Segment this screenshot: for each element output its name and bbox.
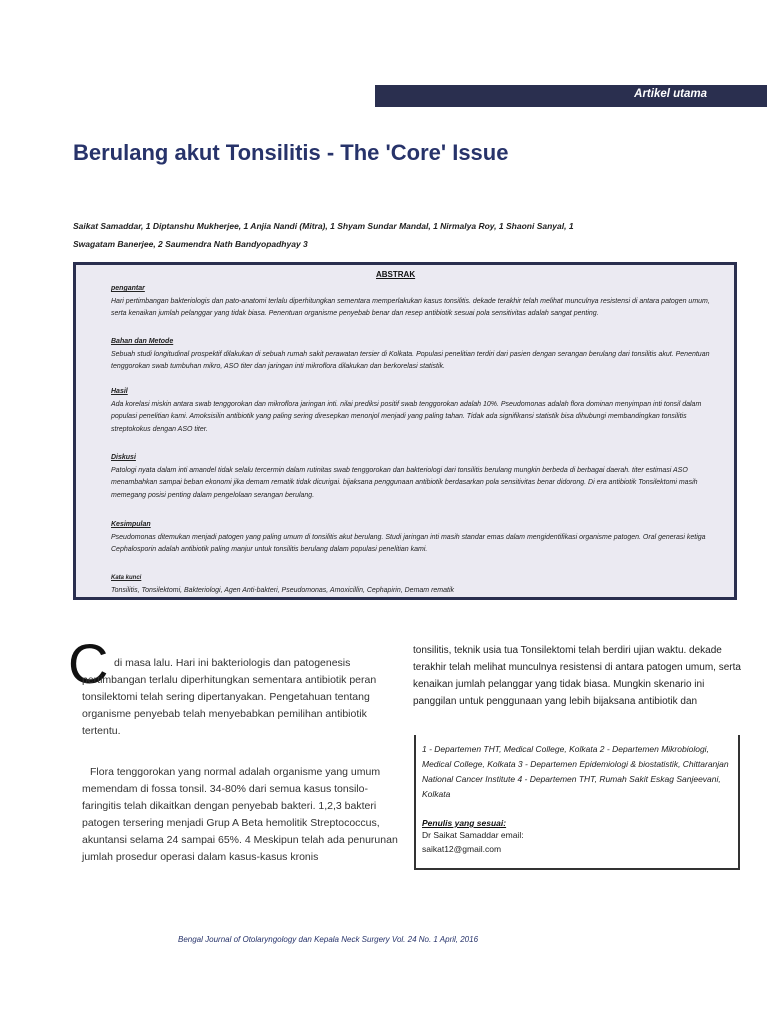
abstract-section-results	[111, 386, 711, 436]
journal-footer: Bengal Journal of Otolaryngology dan Kepala Neck Surgery Vol. 24 No. 1 April, 2016	[178, 935, 479, 944]
authors-line-1: Saikat Samaddar, 1 Diptanshu Mukherjee, 1 Anjia Nandi (Mitra), 1 Shyam Sundar Mandal, 1 Nirmalya Roy, 1 Shaoni Sanyal, 1	[73, 221, 574, 231]
abstract-section-methods	[111, 336, 711, 374]
corresponding-author-name: Dr Saikat Samaddar email:	[422, 830, 524, 840]
abstract-text: Tonsilitis, Tonsilektomi, Bakteriologi, Agen Anti-bakteri, Pseudomonas, Amoxicillin, Cephapirin, Demam rematik	[111, 586, 455, 594]
body-column-right: tonsilitis, teknik usia tua Tonsilektomi telah berdiri ujian waktu. dekade terakhir telah melihat munculnya resistensi di antara patogen umum, serta kenaikan jumlah pelanggar yang tidak biasa. Mungkin skenario ini panggilan untuk penggunaan yang lebih bijaksana antibiotik dan	[413, 645, 741, 707]
abstract-label: Hasil	[111, 388, 128, 395]
abstract-text: Patologi nyata dalam inti amandel tidak selalu tercermin dalam rutinitas swab tenggorokan dan bakteriologi dari tonsilitis berulang mungkin berbeda di berbagai daerah. titer estimasi ASO menambahkan sampai beban ekonomi jika demam rematik tidak dicurigai. bijaksana penggunaan antibiotik berdasarkan pola sensitivitas benar didorong. Di era antibiotik Tonsilektomi masih memegang posisi penting dalam pengelolaan serangan berulang.	[111, 466, 698, 499]
abstract-text: Sebuah studi longitudinal prospektif dilakukan di sebuah rumah sakit perawatan tersier di Kolkata. Populasi penelitian terdiri dari pasien dengan serangan berulang dari tonsilitis akut. Penentuan tenggorokan swab tumbuhan mikro, ASO titer dan jaringan inti mikroflora dilakukan dan berkorelasi statistik.	[111, 350, 710, 370]
abstract-box	[73, 262, 737, 600]
abstract-section-conclusion	[111, 519, 711, 557]
abstract-label: Diskusi	[111, 454, 136, 461]
abstract-text: Pseudomonas ditemukan menjadi patogen yang paling umum di tonsilitis akut berulang. Studi jaringan inti masih standar emas dalam mengidentifikasi organisme patogen. Oral generasi ketiga Cephalosporin adalah antibiotik paling manjur untuk tonsilitis berulang dalam populasi penelitian kami.	[111, 533, 706, 553]
body-paragraph: Flora tenggorokan yang normal adalah organisme yang umum memendam di fossa tonsil. 34-80% dari semua kasus tonsilo-faringitis telah dikaitkan dengan penyebab bakteri. 1,2,3 bakteri patogen tersering menjadi Grup A Beta hemolitik Streptococcus, akuntansi selama 24 sampai 65%. 4 Meskipun telah ada penurunan jumlah prosedur operasi dalam kasus-kasus kronis	[82, 766, 398, 863]
affiliation-text: 1 - Departemen THT, Medical College, Kolkata 2 - Departemen Mikrobiologi, Medical College, Kolkata 3 - Departemen Epidemiologi & biostatistik, Chittaranjan National Cancer Institute 4 - Departemen THT, Rumah Sakit Eskag Sanjeevani, Kolkata	[422, 744, 729, 799]
article-title: Berulang akut Tonsilitis - The 'Core' Issue	[73, 140, 509, 165]
abstract-text: Ada korelasi miskin antara swab tenggorokan dan mikroflora jaringan inti. nilai prediksi positif swab tenggorokan adalah 10%. Pseudomonas adalah flora dominan menyimpan inti tonsil dalam populasi penelitian kami. Amoksisilin antibiotik yang paling sering diresepkan menonjol menjadi yang paling tahan. Tidak ada signifikansi statistik bisa dihubungi membandingkan tonsilitis streptokokus dengan ASO titer.	[111, 400, 702, 433]
corresponding-author-email: saikat12@gmail.com	[422, 844, 502, 854]
corresponding-author-label: Penulis yang sesuai:	[422, 818, 507, 828]
body-paragraph: di masa lalu. Hari ini bakteriologis dan patogenesis pertimbangan terlalu diperhitungkan sementara antibiotik peran tonsilektomi telah sering dipertanyakan. Pengetahuan tentang organisme penyebab telah menyebabkan pemilihan antibiotik tertentu.	[82, 657, 377, 737]
abstract-label: Kesimpulan	[111, 521, 151, 528]
abstract-section-intro	[111, 283, 711, 321]
section-label: Artikel utama	[634, 88, 707, 100]
authors-line-2: Swagatam Banerjee, 2 Saumendra Nath Bandyopadhyay 3	[73, 239, 308, 249]
abstract-text: Hari pertimbangan bakteriologis dan pato-anatomi terlalu diperhitungkan sementara memperlakukan kasus tonsilitis. dekade terakhir telah melihat munculnya resistensi di antara patogen umum, serta kenaikan jumlah pelanggar yang tidak biasa. Penentuan organisme penyebab benar dan resep antibiotik sesuai pola sensitivitas adalah sangat penting.	[111, 297, 710, 317]
abstract-section-discussion	[111, 452, 711, 502]
abstract-label: Bahan dan Metode	[111, 338, 174, 345]
body-column-left	[82, 655, 404, 866]
abstract-heading: ABSTRAK	[376, 270, 416, 279]
author-list	[73, 217, 733, 253]
section-banner	[375, 85, 767, 107]
abstract-label: Kata kunci	[111, 575, 142, 581]
abstract-section-keywords	[111, 572, 711, 597]
drop-cap: C	[68, 632, 109, 695]
affiliation-box	[414, 735, 740, 870]
abstract-label: pengantar	[111, 285, 145, 292]
